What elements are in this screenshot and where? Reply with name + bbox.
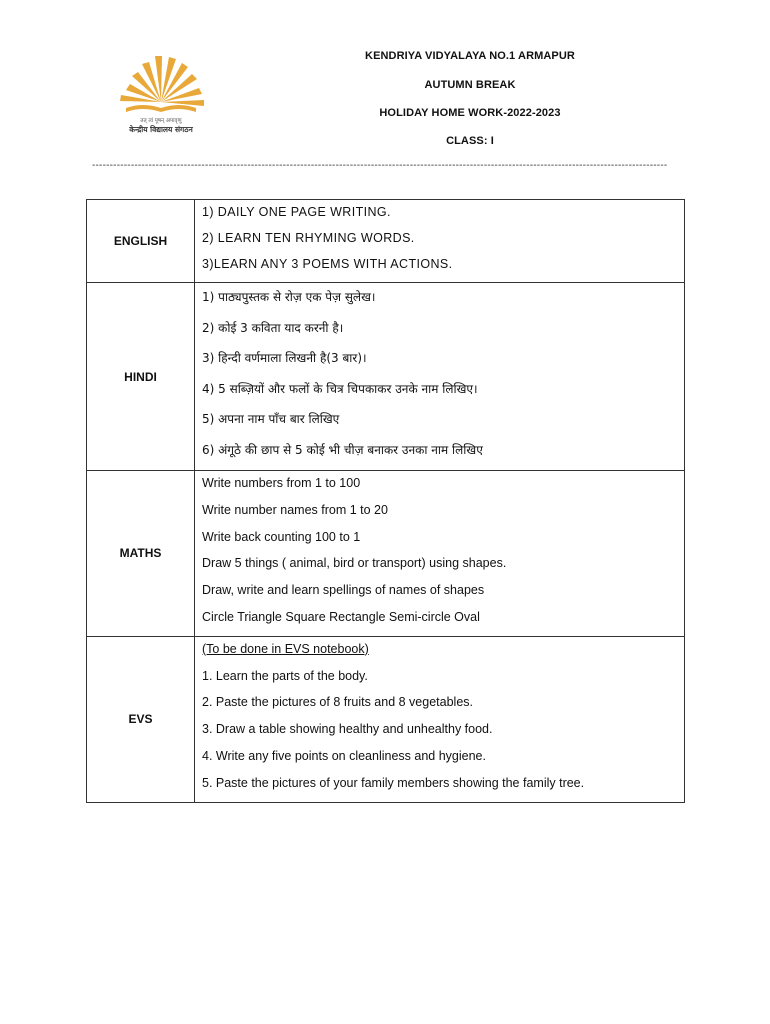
document-title: HOLIDAY HOME WORK-2022-2023 — [379, 107, 561, 119]
evs-items — [195, 636, 685, 802]
subject-maths: MATHS — [87, 471, 195, 637]
list-item: 2) कोई 3 कविता याद करनी है। — [202, 320, 344, 335]
list-item: 6) अंगूठे की छाप से 5 कोई भी चीज़ बनाकर उनका नाम लिखिए — [202, 442, 483, 457]
list-item: 2. Paste the pictures of 8 fruits and 8 vegetables. — [202, 695, 473, 710]
list-item: 1) DAILY ONE PAGE WRITING. — [202, 205, 391, 219]
table-row-maths — [87, 471, 685, 637]
table-row-hindi — [87, 283, 685, 471]
table-row-english — [87, 200, 685, 283]
subject-evs: EVS — [87, 636, 195, 802]
list-item: 3)LEARN ANY 3 POEMS WITH ACTIONS. — [202, 257, 453, 271]
dashed-separator: ------------------------------------------------------------------------------------------------------------------------------------------------------------------- — [92, 160, 668, 171]
subject-hindi: HINDI — [87, 283, 195, 471]
list-item: 3. Draw a table showing healthy and unhealthy food. — [202, 722, 493, 737]
list-item: 1) पाठ्यपुस्तक से रोज़ एक पेज़ सुलेख। — [202, 290, 376, 304]
list-item: Draw 5 things ( animal, bird or transport) using shapes. — [202, 556, 507, 571]
school-name: KENDRIYA VIDYALAYA NO.1 ARMAPUR — [365, 50, 575, 62]
list-item: 4. Write any five points on cleanliness and hygiene. — [202, 748, 486, 763]
list-item: 5. Paste the pictures of your family members showing the family tree. — [202, 775, 585, 790]
maths-items — [195, 471, 685, 637]
list-item: Write numbers from 1 to 100 — [202, 476, 361, 490]
logo-org-name: केन्द्रीय विद्यालय संगठन — [129, 125, 193, 134]
homework-table — [86, 199, 685, 803]
list-item: Draw, write and learn spellings of names of shapes — [202, 583, 485, 598]
book-icon — [126, 105, 196, 112]
class-label: CLASS: I — [446, 135, 494, 147]
kvs-logo — [96, 50, 226, 140]
subject-english: ENGLISH — [87, 200, 195, 283]
break-name: AUTUMN BREAK — [424, 79, 516, 91]
list-item: 4) 5 सब्ज़ियों और फलों के चित्र चिपकाकर उनके नाम लिखिए। — [202, 381, 478, 396]
list-item: 2) LEARN TEN RHYMING WORDS. — [202, 231, 415, 245]
list-item: 3) हिन्दी वर्णमाला लिखनी है(3 बार)। — [202, 351, 367, 365]
list-item: 5) अपना नाम पाँच बार लिखिए — [202, 412, 340, 426]
evs-note: (To be done in EVS notebook) — [202, 641, 369, 656]
list-item: Write back counting 100 to 1 — [202, 529, 361, 544]
table-row-evs — [87, 636, 685, 802]
list-item: Write number names from 1 to 20 — [202, 502, 388, 517]
hindi-items — [195, 283, 685, 471]
sun-rays-icon — [120, 56, 204, 106]
logo-motto: तत् त्वं पूषन् अपावृणु — [140, 118, 182, 124]
list-item: 1. Learn the parts of the body. — [202, 668, 368, 683]
english-items — [195, 200, 685, 283]
list-item: Circle Triangle Square Rectangle Semi-circle Oval — [202, 609, 480, 624]
